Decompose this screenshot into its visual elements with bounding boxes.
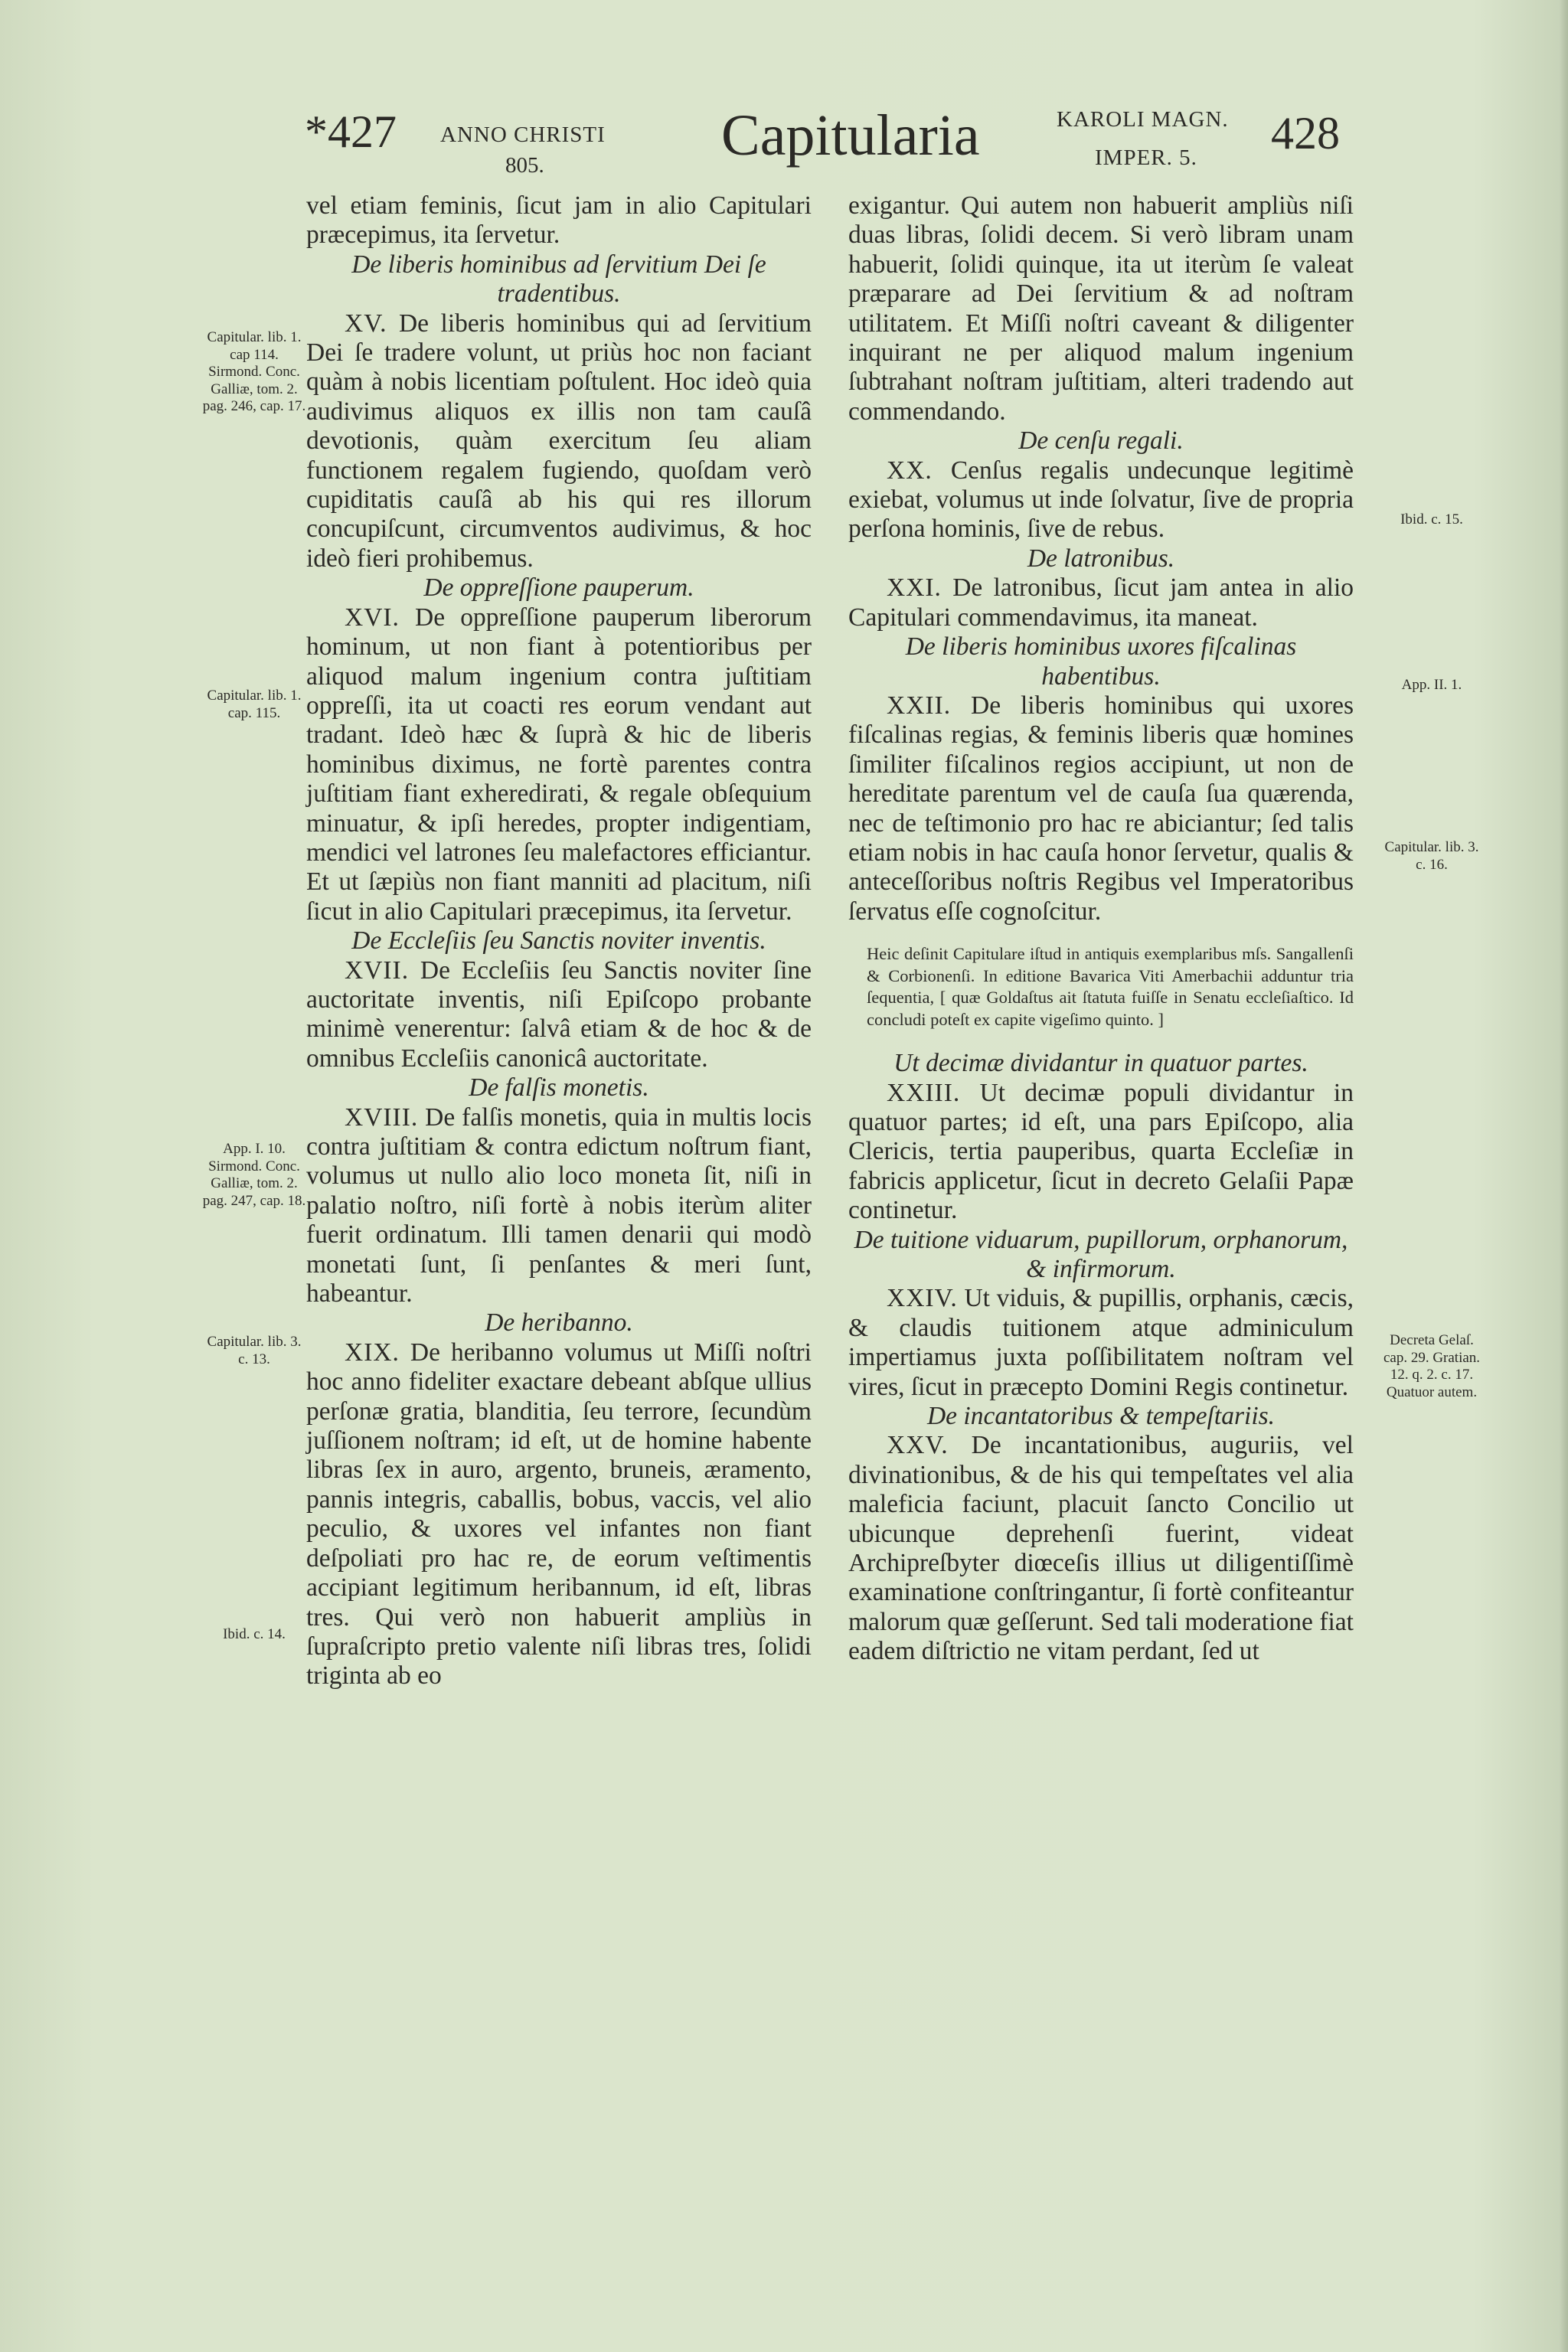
section-heading: De latronibus.: [1027, 544, 1175, 573]
chapter-number: XV.: [345, 309, 387, 338]
section-heading: De incantatoribus & tempeſtariis.: [926, 1402, 1276, 1431]
chapter-text: Ut viduis, & pupillis, orphanis, cæcis, & claudis tuitionem atque adminiculum impertiamus juxta poſſibilitatem noſtram vel vires, ſicut in præcepto Domini Regis continetur.: [848, 1284, 1354, 1401]
chapter-paragraph: [848, 1284, 1354, 1402]
continuation-text: exigantur. Qui autem non habuerit ampliùs niſi duas libras, ſolidi decem. Si verò libram unam habuerit, ſolidi quinque, ita ut iterùm ſe valeat præparare ad Dei ſervitium & ad noſtram utilitatem. Et Miſſi noſtri caveant & diligenter inquirant ne per aliquod malum ingenium ſubtrahant noſtram juſtitiam, alteri tradendo aut commendando.: [848, 191, 1354, 426]
chapter-number: XXV.: [887, 1431, 949, 1460]
chapter-paragraph: [848, 691, 1354, 926]
chapter-number: XIX.: [345, 1338, 400, 1367]
chapter-text: Cenſus regalis undecunque legitimè exiebat, volumus ut inde ſolvatur, ſive de propria perſona hominis, ſive de rebus.: [848, 456, 1354, 544]
chapter-paragraph: [306, 1338, 812, 1691]
margin-note-right: Capitular. lib. 3. c. 16.: [1384, 839, 1479, 873]
chapter-number: XXIV.: [887, 1284, 958, 1313]
header-imper: IMPER. 5.: [1095, 145, 1197, 170]
section-heading: De tuitione viduarum, pupillorum, orphanorum, & infirmorum.: [854, 1225, 1348, 1283]
margin-note-left: Capitular. lib. 1. cap 114. Sirmond. Conc. Galliæ, tom. 2. pag. 246, cap. 17.: [202, 329, 306, 414]
section-heading: De heribanno.: [485, 1308, 633, 1338]
margin-note-right: App. II. 1.: [1401, 677, 1462, 693]
section-heading: De Eccleſiis ſeu Sanctis noviter inventis.: [351, 926, 766, 956]
section-heading: De falſis monetis.: [469, 1073, 649, 1102]
margin-note-left: Capitular. lib. 3. c. 13.: [207, 1334, 302, 1367]
chapter-text: De latronibus, ſicut jam antea in alio Capitulari commendavimus, ita maneat.: [848, 573, 1354, 632]
header-anno-christi: ANNO CHRISTI: [440, 122, 606, 147]
chapter-paragraph: [848, 573, 1354, 632]
chapter-text: De Eccleſiis ſeu Sanctis noviter ſine auctoritate inventis, niſi Epiſcopo probante minimè venerentur: ſalvâ etiam & de hoc & de omnibus Eccleſiis canonicâ auctoritate.: [306, 956, 812, 1073]
chapter-number: XXII.: [887, 691, 952, 720]
page-number-left: *427: [305, 106, 397, 157]
chapter-paragraph: [848, 1079, 1354, 1226]
page-title: Capitularia: [721, 103, 980, 168]
section-heading: De cenſu regali.: [1018, 426, 1184, 456]
chapter-text: De oppreſſione pauperum liberorum hominum, ut non fiant à potentioribus per aliquod malum ingenium contra juſtitiam oppreſſi, ita ut coacti res eorum vendant aut tradant. Ideò hæc & ſuprà & hic de liberis hominibus diximus, ne fortè parentes contra juſtitiam fiant exheredirati, & regale obſequium minuatur, & ipſi heredes, propter indigentiam, mendici vel latrones ſeu malefactores efficiantur. Et ut ſæpiùs non fiant manniti ad placitum, niſi ſicut in alio Capitulari præcepimus, ita ſervetur.: [306, 603, 812, 926]
section-heading: De oppreſſione pauperum.: [423, 573, 694, 603]
section-heading: De liberis hominibus uxores fiſcalinas habentibus.: [905, 632, 1297, 691]
chapter-number: XX.: [887, 456, 933, 485]
continuation-text: vel etiam feminis, ſicut jam in alio Capitulari præcepimus, ita ſervetur.: [306, 191, 812, 250]
page-number-right: 428: [1271, 108, 1340, 158]
margin-note-left: Capitular. lib. 1. cap. 115.: [207, 688, 302, 721]
margin-note-right: Decreta Gelaſ. cap. 29. Gratian. 12. q. 2. c. 17. Quatuor autem.: [1383, 1332, 1481, 1400]
chapter-text: De liberis hominibus qui uxores fiſcalinas regias, & feminis liberis quæ homines ſimiliter fiſcalinos regios accipiunt, ut non de hereditate parentum vel de cauſa ſua quærenda, nec de teſtimonio pro hac re abiciantur; ſed talis etiam nobis in hac cauſa honor ſervetur, qualis & anteceſſoribus noſtris Regibus vel Imperatoribus ſervatus eſſe cognoſcitur.: [848, 691, 1354, 926]
chapter-paragraph: [848, 1431, 1354, 1666]
chapter-text: De falſis monetis, quia in multis locis contra juſtitiam & contra edictum noſtrum fiant, volumus ut nullo alio loco moneta ſit, niſi in palatio noſtro, niſi fortè à nobis iterùm aliter fuerit ordinatum. Illi tamen denarii qui modò monetati ſunt, ſi penſantes & meri ſunt, habeantur.: [306, 1102, 812, 1308]
margin-note-left: App. I. 10. Sirmond. Conc. Galliæ, tom. 2. pag. 247, cap. 18.: [202, 1141, 306, 1209]
page-edge: [1559, 0, 1568, 2352]
chapter-number: XVI.: [345, 603, 400, 632]
chapter-text: Ut decimæ populi dividantur in quatuor partes; id eſt, una pars Epiſcopo, alia Clericis, tertia pauperibus, quarta Eccleſiæ in fabricis applicetur, ſicut in decreto Gelaſii Papæ continetur.: [848, 1078, 1354, 1225]
chapter-number: XXI.: [887, 573, 942, 603]
chapter-number: XVII.: [345, 956, 410, 985]
section-heading: De liberis hominibus ad ſervitium Dei ſe tradentibus.: [351, 250, 766, 309]
chapter-text: De liberis hominibus qui ad ſervitium Dei ſe tradere volunt, ut priùs hoc non faciant quàm à nobis licentiam poſtulent. Hoc ideò quia audivimus aliquos ex illis non tam cauſâ devotionis, quàm exercitum ſeu aliam functionem regalem fugiendo, quoſdam verò cupiditatis cauſâ ab his qui res illorum concupiſcunt, circumventos audivimus, & hoc ideò fieri prohibemus.: [306, 309, 812, 573]
chapter-paragraph: [848, 456, 1354, 544]
chapter-number: XXIII.: [887, 1078, 961, 1107]
header-year: 805.: [505, 153, 544, 178]
chapter-paragraph: [306, 603, 812, 926]
margin-note-left: Ibid. c. 14.: [223, 1626, 286, 1642]
chapter-text: De incantationibus, auguriis, vel divinationibus, & de his qui tempeſtates vel alia maleficia faciunt, placuit ſancto Concilio ut ubicunque deprehenſi fuerint, videat Archipreſbyter diœceſis illius ut diligentiſſimè examinatione conſtringantur, ſi fortè confiteantur malorum quæ geſſerunt. Sed tali moderatione fiat eadem diſtrictio ne vitam perdant, ſed ut: [848, 1431, 1354, 1666]
chapter-paragraph: [306, 1103, 812, 1309]
editorial-note: Heic deſinit Capitulare iſtud in antiquis exemplaribus mſs. Sangallenſi & Corbionenſi. In editione Bavarica Viti Amerbachii adduntur tria ſequentia, [ quæ Goldaſtus ait ſtatuta fuiſſe in Senatu eccleſiaſtico. Id concludi poteſt ex capite vigeſimo quinto. ]: [867, 944, 1354, 1029]
margin-note-right: Ibid. c. 15.: [1400, 511, 1463, 528]
chapter-paragraph: [306, 309, 812, 574]
chapter-number: XVIII.: [345, 1102, 419, 1132]
section-heading: Ut decimæ dividantur in quatuor partes.: [893, 1049, 1308, 1078]
chapter-paragraph: [306, 956, 812, 1074]
header-karoli-magn: KAROLI MAGN.: [1057, 107, 1229, 132]
right-column: [848, 191, 1354, 1667]
left-column: [306, 191, 812, 1691]
chapter-text: De heribanno volumus ut Miſſi noſtri hoc anno fideliter exactare debeant abſque ullius perſonæ gratia, blanditia, ſeu terrore, ſecundùm juſſionem noſtram; id eſt, ut de homine habente libras ſex in auro, argento, bruneis, æramento, pannis integris, caballis, bobus, vaccis, vel alio peculio, & uxores vel infantes non fiant deſpoliati pro hac re, de eorum veſtimentis accipiant legitimum heribannum, id eſt, libras tres. Qui verò non habuerit ampliùs in ſupraſcripto pretio valente niſi libras tres, ſolidi triginta ab eo: [306, 1338, 812, 1690]
